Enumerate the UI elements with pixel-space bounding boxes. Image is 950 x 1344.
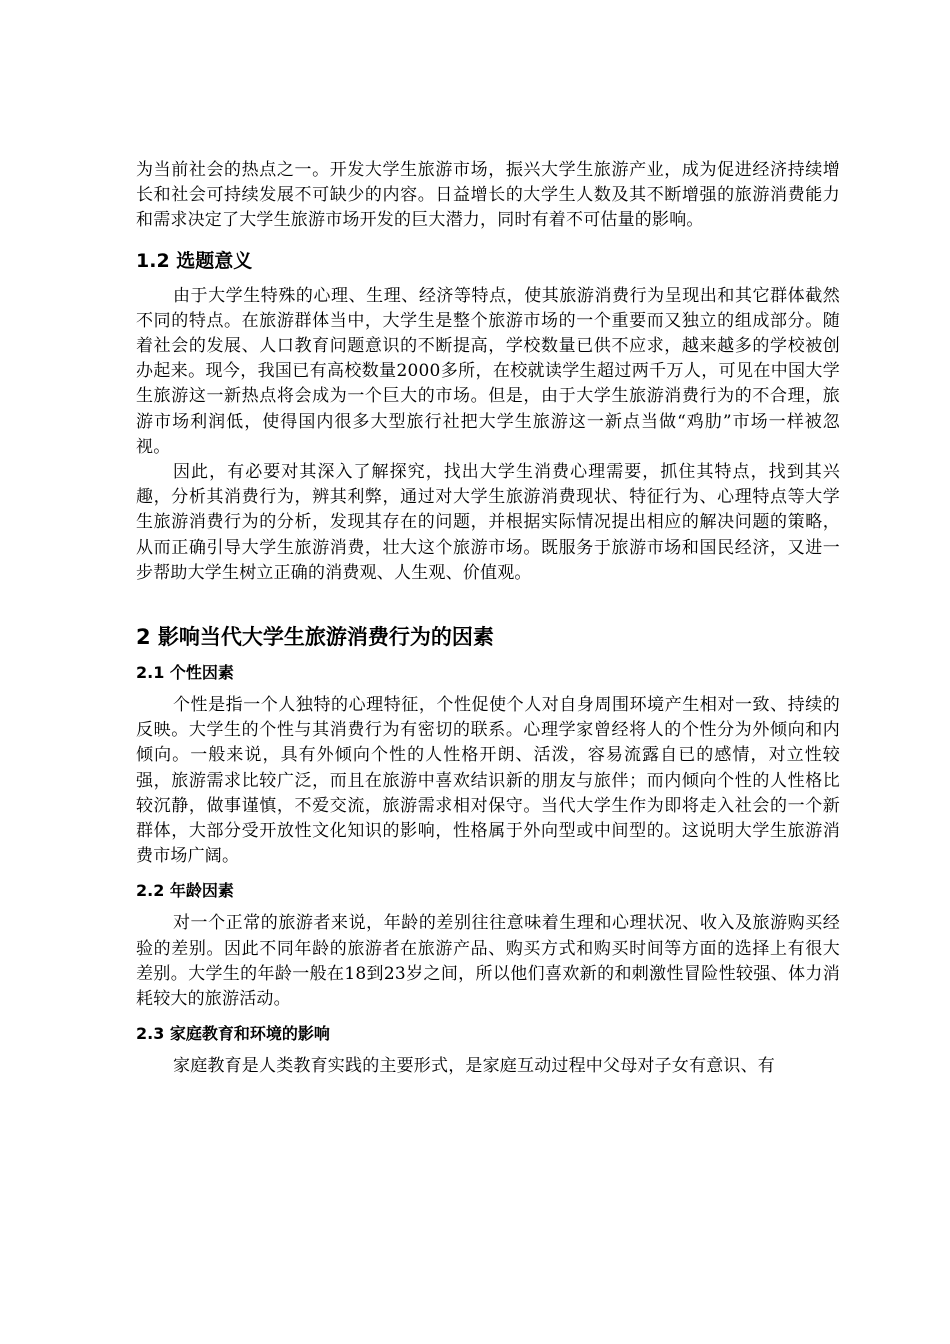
paragraph-personality: 个性是指一个人独特的心理特征，个性促使个人对自身周围环境产生相对一致、持续的反映。大学生的个性与其消费行为有密切的联系。心理学家曾经将人的个性分为外倾向和内倾向。一般来说，具有外倾向个性的人性格开朗、活泼，容易流露自已的感情，对立性较强，旅游需求比较广泛，而且在旅游中喜欢结识新的朋友与旅伴；而内倾向个性的人性格比较沉静，做事谨慎，不爱交流，旅游需求相对保守。当代大学生作为即将走入社会的一个新群体，大部分受开放性文化知识的影响，性格属于外向型或中间型的。这说明大学生旅游消费市场广阔。	[136, 695, 840, 867]
chapter-heading-2: 2 影响当代大学生旅游消费行为的因素	[136, 625, 494, 650]
section-heading-2-1: 2.1 个性因素	[136, 663, 234, 683]
document-page	[136, 158, 840, 1079]
paragraph-age: 对一个正常的旅游者来说，年龄的差别往往意味着生理和心理状况、收入及旅游购买经验的差别。因此不同年龄的旅游者在旅游产品、购买方式和购买时间等方面的选择上有很大差别。大学生的年龄一般在18到23岁之间，所以他们喜欢新的和刺激性冒险性较强、体力消耗较大的旅游活动。	[136, 913, 840, 1010]
section-heading-2-3: 2.3 家庭教育和环境的影响	[136, 1024, 330, 1044]
paragraph-significance-2: 因此，有必要对其深入了解探究，找出大学生消费心理需要，抓住其特点，找到其兴趣，分析其消费行为，辨其利弊，通过对大学生旅游消费现状、特征行为、心理特点等大学生旅游消费行为的分析，发现其存在的问题，并根据实际情况提出相应的解决问题的策略，从而正确引导大学生旅游消费，壮大这个旅游市场。既服务于旅游市场和国民经济，又进一步帮助大学生树立正确的消费观、人生观、价值观。	[136, 462, 840, 583]
section-heading-2-2: 2.2 年龄因素	[136, 881, 234, 901]
paragraph-significance-1: 由于大学生特殊的心理、生理、经济等特点，使其旅游消费行为呈现出和其它群体截然不同的特点。在旅游群体当中，大学生是整个旅游市场的一个重要而又独立的组成部分。随着社会的发展、人口教育问题意识的不断提高，学校数量已供不应求，越来越多的学校被创办起来。现今，我国已有高校数量2000多所，在校就读学生超过两千万人，可见在中国大学生旅游这一新热点将会成为一个巨大的市场。但是，由于大学生旅游消费行为的不合理，旅游市场利润低，使得国内很多大型旅行社把大学生旅游这一新点当做“鸡肋”市场一样被忽视。	[136, 285, 840, 457]
section-heading-1-2: 1.2 选题意义	[136, 249, 253, 272]
paragraph-continuation: 为当前社会的热点之一。开发大学生旅游市场，振兴大学生旅游产业，成为促进经济持续增长和社会可持续发展不可缺少的内容。日益增长的大学生人数及其不断增强的旅游消费能力和需求决定了大学生旅游市场开发的巨大潜力，同时有着不可估量的影响。	[136, 160, 840, 231]
paragraph-family: 家庭教育是人类教育实践的主要形式，是家庭互动过程中父母对子女有意识、有	[173, 1056, 775, 1077]
